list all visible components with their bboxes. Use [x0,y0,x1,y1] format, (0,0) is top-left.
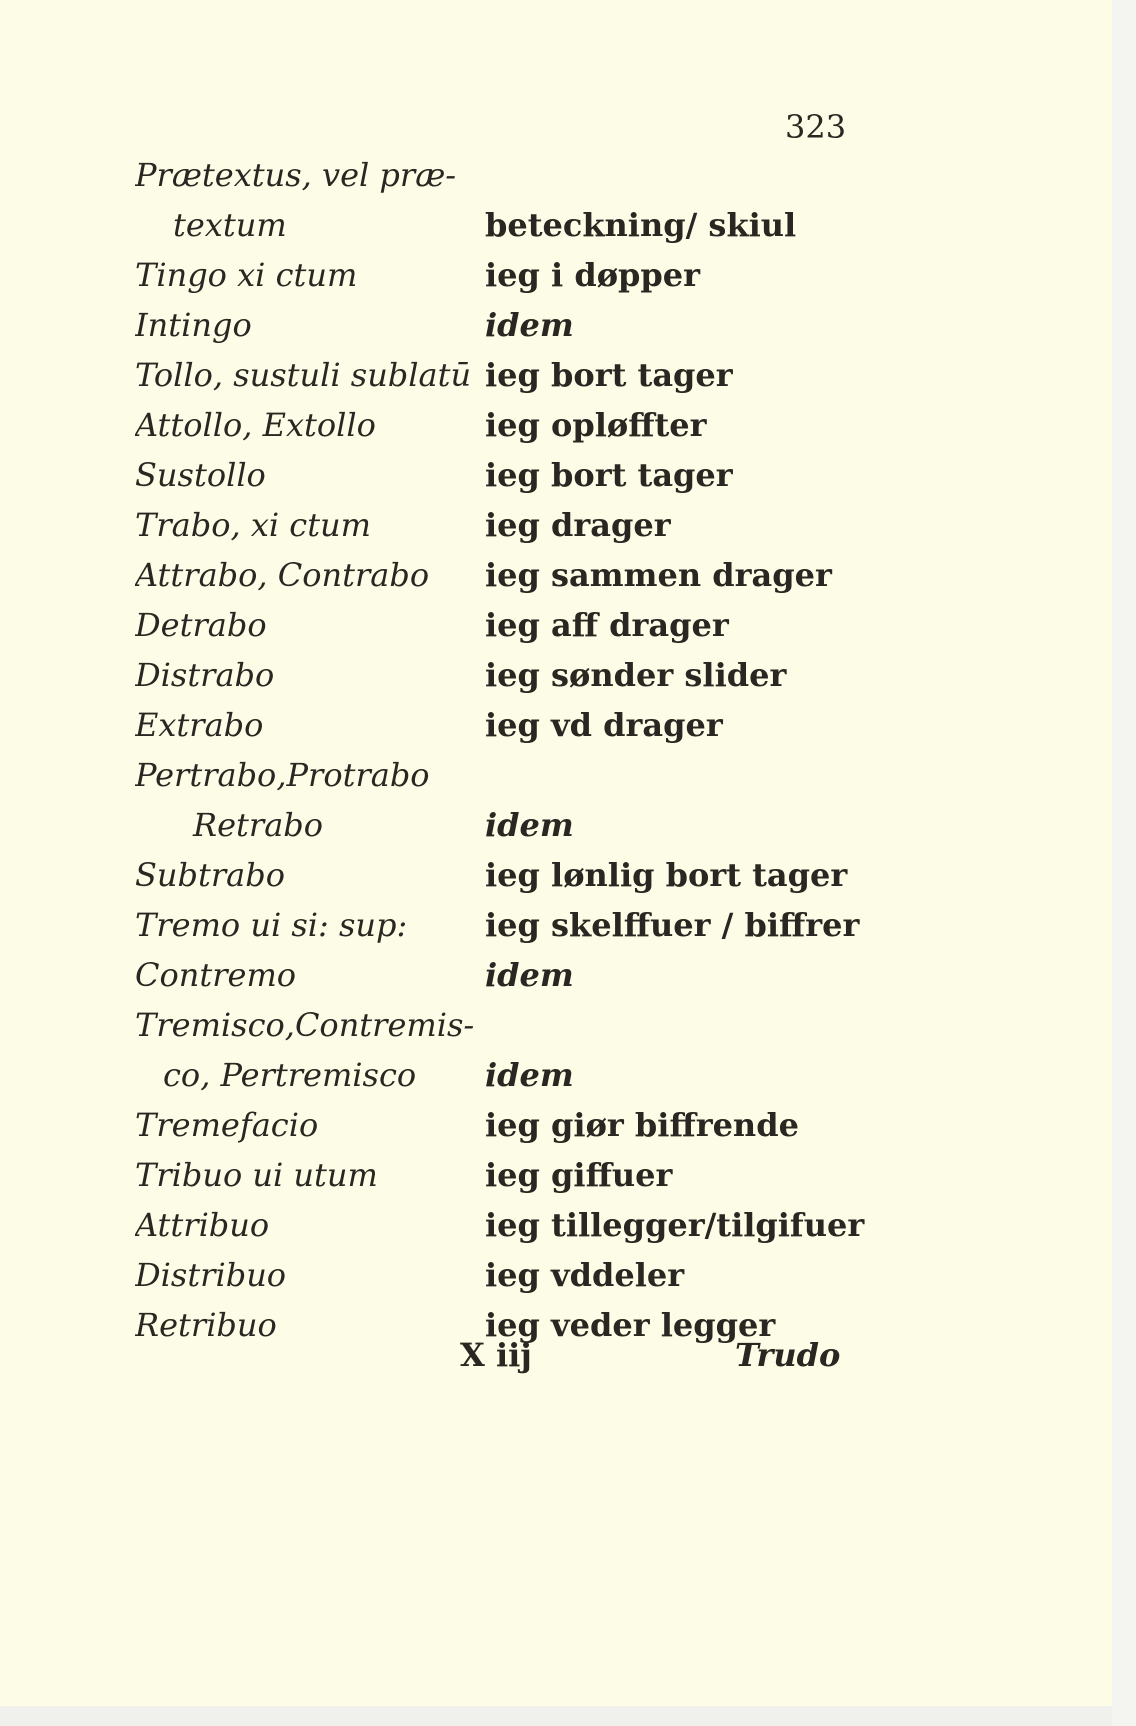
signature-mark: X iij [460,1336,532,1374]
danish-translation: ieg vd drager [485,706,723,744]
latin-term: Contremo [135,956,297,994]
latin-term: Retribuo [135,1306,277,1344]
glossary-row [135,1150,875,1200]
glossary-row [135,800,875,850]
danish-translation: ieg drager [485,506,671,544]
latin-term: Tremisco,Contremis- [135,1006,475,1044]
glossary-row [135,600,875,650]
glossary-row [135,700,875,750]
glossary-row [135,500,875,550]
latin-term: Tollo, sustuli sublatū [135,356,472,394]
danish-translation: ieg skelffuer / biffrer [485,906,860,944]
glossary-row [135,900,875,950]
danish-translation: ieg tillegger/tilgifuer [485,1206,865,1244]
danish-translation: ieg i døpper [485,256,701,294]
latin-term: textum [173,206,287,244]
danish-translation: ieg bort tager [485,456,733,494]
danish-translation: ieg giffuer [485,1156,673,1194]
danish-translation: idem [485,806,574,844]
glossary-row [135,400,875,450]
danish-translation: ieg bort tager [485,356,733,394]
glossary-row [135,1050,875,1100]
latin-term: Distribuo [135,1256,287,1294]
glossary-entries [135,150,875,1350]
danish-translation: ieg opløffter [485,406,707,444]
danish-translation: ieg vddeler [485,1256,685,1294]
glossary-row [135,950,875,1000]
scan-edge-right [1112,0,1136,1726]
latin-term: Attollo, Extollo [135,406,376,444]
latin-term: Subtrabo [135,856,285,894]
latin-term: Tremo ui si: sup: [135,906,408,944]
danish-translation [485,150,875,200]
glossary-row [135,850,875,900]
glossary-row [135,350,875,400]
danish-translation: idem [485,1056,574,1094]
danish-translation: beteckning/ skiul [485,206,797,244]
danish-translation: idem [485,956,574,994]
catchword: Trudo [735,1336,841,1374]
danish-translation: ieg aff drager [485,606,729,644]
danish-translation [485,750,875,800]
danish-translation: ieg veder legger [485,1306,776,1344]
danish-translation: ieg giør biffrende [485,1106,799,1144]
danish-translation: ieg sammen drager [485,556,832,594]
latin-term: Detrabo [135,606,267,644]
glossary-row [135,1200,875,1250]
latin-term: Intingo [135,306,252,344]
glossary-row [135,300,875,350]
latin-term: Distrabo [135,656,275,694]
latin-term: Prætextus, vel præ- [135,156,457,194]
glossary-row [135,150,875,200]
page-footer [135,1330,875,1380]
latin-term: Tribuo ui utum [135,1156,378,1194]
latin-term: Trabo, xi ctum [135,506,371,544]
glossary-row [135,1000,875,1050]
glossary-row [135,1250,875,1300]
latin-term: Retrabo [193,806,324,844]
latin-term: Tingo xi ctum [135,256,358,294]
glossary-row [135,450,875,500]
latin-term: co, Pertremisco [163,1056,417,1094]
latin-term: Pertrabo,Protrabo [135,756,430,794]
glossary-row [135,1100,875,1150]
latin-term: Extrabo [135,706,264,744]
danish-translation: ieg lønlig bort tager [485,856,848,894]
glossary-row [135,550,875,600]
glossary-row [135,250,875,300]
glossary-row [135,200,875,250]
latin-term: Sustollo [135,456,266,494]
latin-term: Tremefacio [135,1106,319,1144]
latin-term: Attrabo, Contrabo [135,556,430,594]
scan-edge-bottom [0,1706,1112,1726]
danish-translation: ieg sønder slider [485,656,787,694]
page-number: 323 [785,108,847,146]
latin-term: Attribuo [135,1206,270,1244]
danish-translation: idem [485,306,574,344]
glossary-row [135,750,875,800]
glossary-row [135,650,875,700]
danish-translation [485,1000,875,1050]
